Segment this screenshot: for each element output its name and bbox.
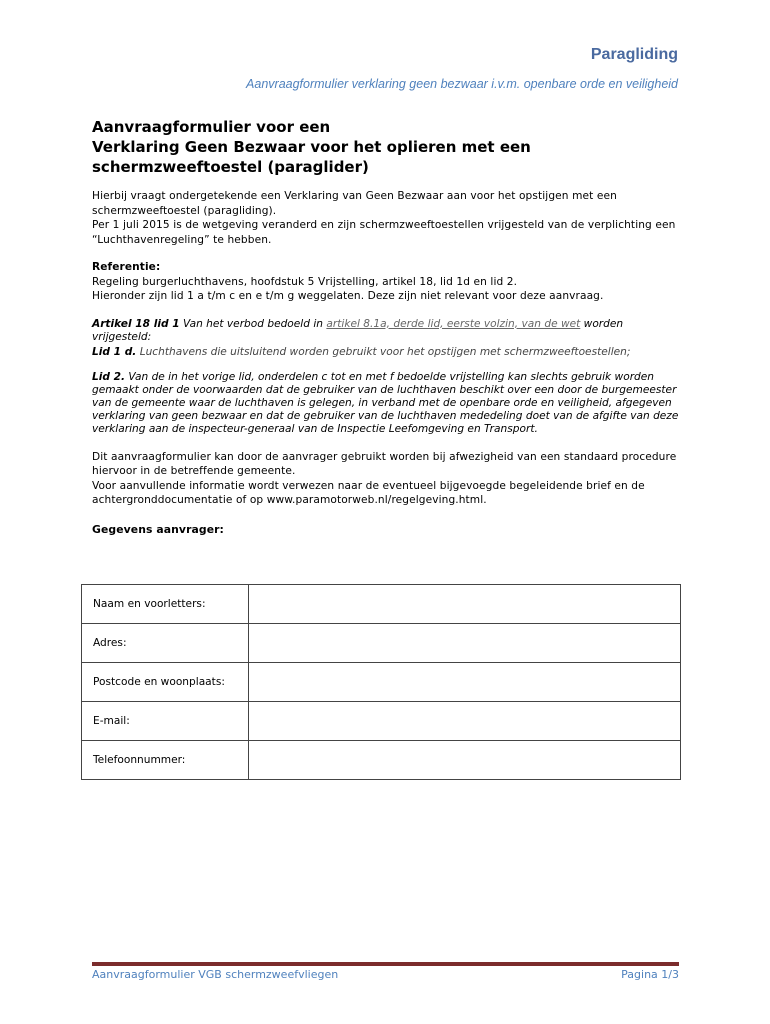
lid-1d	[92, 345, 684, 360]
footer-page-number: Pagina 1/3	[621, 968, 679, 981]
title-line-1: Aanvraagformulier voor een	[92, 118, 331, 136]
form-field-phone[interactable]	[249, 741, 681, 780]
article-text-b: worden vrijgesteld:	[92, 317, 624, 343]
article-18-lid-1	[92, 318, 684, 344]
form-label-phone: Telefoonnummer:	[82, 741, 249, 780]
form-field-postcode-city[interactable]	[249, 663, 681, 702]
lid-2-text: Van de in het vorige lid, onderdelen c tot en met f bedoelde vrijstelling kan slechts gebruik worden gemaakt onder de voorwaarden dat de gebruiker van de luchthaven beschikt over een door de burgemeester van de gemeente waar de luchthaven is gelegen, in verband met de openbare orde en veiligheid, afgegeven verklaring van geen bezwaar en dat de gebruiker van de luchthaven mededeling doet van de afgifte van deze verklaring aan de inspecteur-generaal van de Inspectie Leefomgeving en Transport.	[92, 370, 679, 435]
footer-document-name: Aanvraagformulier VGB schermzweefvliegen	[92, 968, 339, 981]
form-row	[82, 585, 681, 624]
form-row	[82, 702, 681, 741]
form-label-address: Adres:	[82, 624, 249, 663]
footer-divider	[92, 962, 679, 966]
form-field-email[interactable]	[249, 702, 681, 741]
note-block	[92, 450, 684, 508]
form-label-email: E-mail:	[82, 702, 249, 741]
article-law-link[interactable]: artikel 8.1a, derde lid, eerste volzin, van de wet	[326, 317, 581, 330]
form-row	[82, 741, 681, 780]
article-block	[92, 318, 684, 360]
article-label: Artikel 18 lid 1	[92, 317, 180, 330]
form-row	[82, 663, 681, 702]
form-field-name[interactable]	[249, 585, 681, 624]
note-paragraph-1: Dit aanvraagformulier kan door de aanvrager gebruikt worden bij afwezigheid van een standaard procedure hiervoor in de betreffende gemeente.	[92, 450, 677, 477]
header-title: Paragliding	[590, 46, 678, 63]
reference-line-2: Hieronder zijn lid 1 a t/m c en e t/m g weggelaten. Deze zijn niet relevant voor deze aanvraag.	[92, 290, 604, 302]
reference-heading: Referentie:	[92, 261, 161, 273]
form-label-name: Naam en voorletters:	[82, 585, 249, 624]
applicant-form-table	[81, 584, 681, 780]
header-subtitle: Aanvraagformulier verklaring geen bezwaar i.v.m. openbare orde en veiligheid	[246, 77, 678, 91]
reference-line-1: Regeling burgerluchthavens, hoofdstuk 5 Vrijstelling, artikel 18, lid 1d en lid 2.	[92, 275, 518, 288]
article-text-a: Van het verbod bedoeld in	[179, 317, 327, 330]
form-row	[82, 624, 681, 663]
intro-paragraph-1: Hierbij vraagt ondergetekende een Verklaring van Geen Bezwaar aan voor het opstijgen met een schermzweeftoestel (paragliding).	[92, 190, 617, 217]
applicant-section-heading: Gegevens aanvrager:	[92, 522, 224, 536]
lid-1d-text: Luchthavens die uitsluitend worden gebruikt voor het opstijgen met schermzweeftoestellen;	[136, 345, 631, 358]
title-line-2: Verklaring Geen Bezwaar voor het oplieren met een	[92, 138, 531, 156]
title-line-3: schermzweeftoestel (paraglider)	[92, 158, 369, 176]
document-title	[92, 117, 684, 177]
reference-block	[92, 260, 684, 304]
form-field-address[interactable]	[249, 624, 681, 663]
intro-block	[92, 189, 684, 247]
document-body	[92, 117, 684, 537]
lid-2	[92, 371, 684, 436]
note-paragraph-2: Voor aanvullende informatie wordt verwezen naar de eventueel bijgevoegde begeleidende brief en de achtergronddocumentatie of op www.paramotorweb.nl/regelgeving.html.	[92, 479, 645, 506]
form-label-postcode-city: Postcode en woonplaats:	[82, 663, 249, 702]
lid-1d-label: Lid 1 d.	[92, 345, 137, 358]
intro-paragraph-2: Per 1 juli 2015 is de wetgeving veranderd en zijn schermzweeftoestellen vrijgesteld van de verplichting een “Luchthavenregeling” te hebben.	[92, 219, 676, 246]
lid-2-label: Lid 2.	[92, 370, 126, 383]
